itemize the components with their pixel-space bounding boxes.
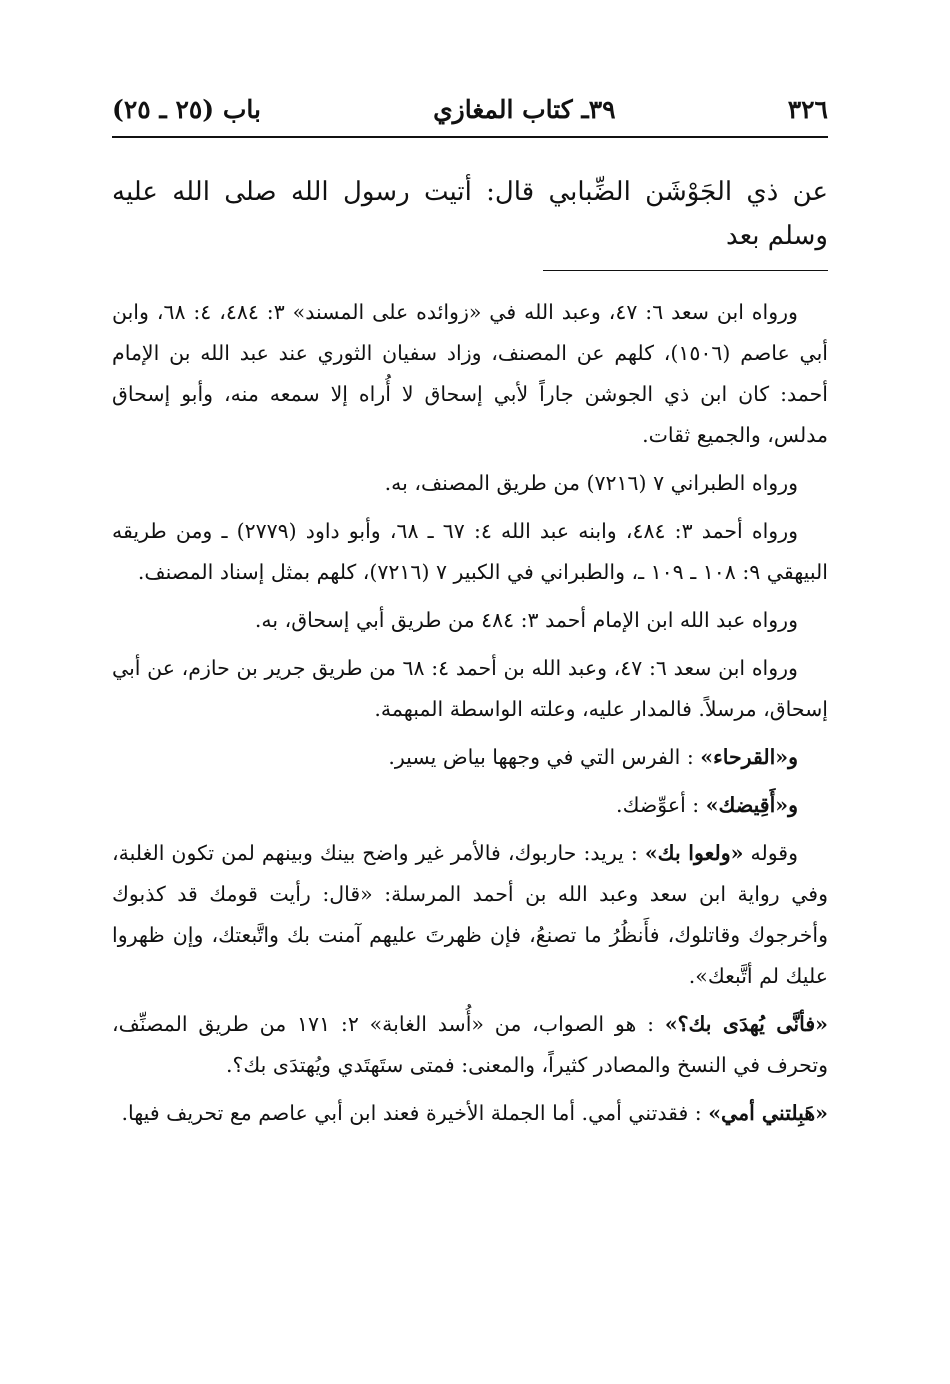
footnote-paragraph <box>112 1093 828 1134</box>
gloss-text: : فقدتني أمي. أما الجملة الأخيرة فعند ابن أبي عاصم مع تحريف فيها. <box>121 1101 702 1125</box>
header-divider <box>112 136 828 138</box>
footnote-divider <box>543 270 828 271</box>
footnote-paragraph: ورواه أحمد ٣: ٤٨٤، وابنه عبد الله ٤: ٦٧ ـ ٦٨، وأبو داود (٢٧٧٩) ـ ومن طريقه البيهقي ٩: ١٠٨ ـ ١٠٩ ـ، والطبراني في الكبير ٧ (٧٢١٦)، كلهم بمثل إسناد المصنف. <box>112 519 828 584</box>
page-number: ٣٢٦ <box>787 94 828 124</box>
gloss-text: : أعوِّضك. <box>616 793 700 817</box>
gloss-text: : هو الصواب، من «أُسد الغابة» ٢: ١٧١ من طريق المصنِّف، وتحرف في النسخ والمصادر كثيراً، والمعنى: فمتى ستَهتَدي ويُهتدَى بك؟. <box>112 1012 828 1077</box>
main-text: عن ذي الجَوْشَن الضِّبابي قال: أتيت رسول الله صلى الله عليه وسلم بعد <box>112 177 828 251</box>
footnote-paragraph: ورواه الطبراني ٧ (٧٢١٦) من طريق المصنف، به. <box>384 471 798 495</box>
gloss-text: : يريد: حاربوك، فالأمر غير واضح بينك وبينهم لمن تكون الغلبة، وفي رواية ابن سعد وعبد الله بن أحمد المرسلة: «قال: رأيت قومك قد كذبوك وأخرجوك وقاتلوك، فأَنظُرُ ما تصنعُ، فإن ظهرتَ عليهم آمنت بك واتَّبعتك، وإن ظهروا عليك لم أتَّبعك». <box>112 841 828 988</box>
gloss-lead: وقوله <box>750 841 798 865</box>
gloss-term: و«القرحاء» <box>700 745 798 769</box>
page-header <box>112 86 828 132</box>
gloss-text: : الفرس التي في وجهها بياض يسير. <box>388 745 694 769</box>
footnote-paragraph: ورواه ابن سعد ٦: ٤٧، وعبد الله في «زوائده على المسند» ٣: ٤٨٤، ٤: ٦٨، وابن أبي عاصم (١٥٠٦)، كلهم عن المصنف، وزاد سفيان الثوري عند عبد الله بن الإمام أحمد: كان ابن ذي الجوشن جاراً لأبي إسحاق لا أُراه إلا سمعه منه، وأبو إسحاق مدلس، والجميع ثقات. <box>112 300 828 447</box>
section-label: باب (٢٥ ـ ٢٥) <box>112 94 261 124</box>
chapter-title: ٣٩ـ كتاب المغازي <box>433 94 616 124</box>
footnote-paragraph <box>112 833 828 997</box>
footnote-paragraph <box>112 737 828 778</box>
gloss-term: و«أَقِيضك» <box>705 793 798 817</box>
footnote-paragraph <box>112 1004 828 1086</box>
gloss-term: «هَبِلتني أمي» <box>708 1101 828 1125</box>
gloss-term: «ولعوا بك» <box>644 841 744 865</box>
footnote-paragraph <box>112 785 828 826</box>
footnote-paragraph: ورواه ابن سعد ٦: ٤٧، وعبد الله بن أحمد ٤: ٦٨ من طريق جرير بن حازم، عن أبي إسحاق، مرسلاً. فالمدار عليه، وعلته الواسطة المبهمة. <box>112 656 828 721</box>
footnotes <box>112 292 828 1141</box>
footnote-paragraph: ورواه عبد الله ابن الإمام أحمد ٣: ٤٨٤ من طريق أبي إسحاق، به. <box>254 608 798 632</box>
gloss-term: «فأنَّى يُهدَى بك؟» <box>664 1012 828 1036</box>
